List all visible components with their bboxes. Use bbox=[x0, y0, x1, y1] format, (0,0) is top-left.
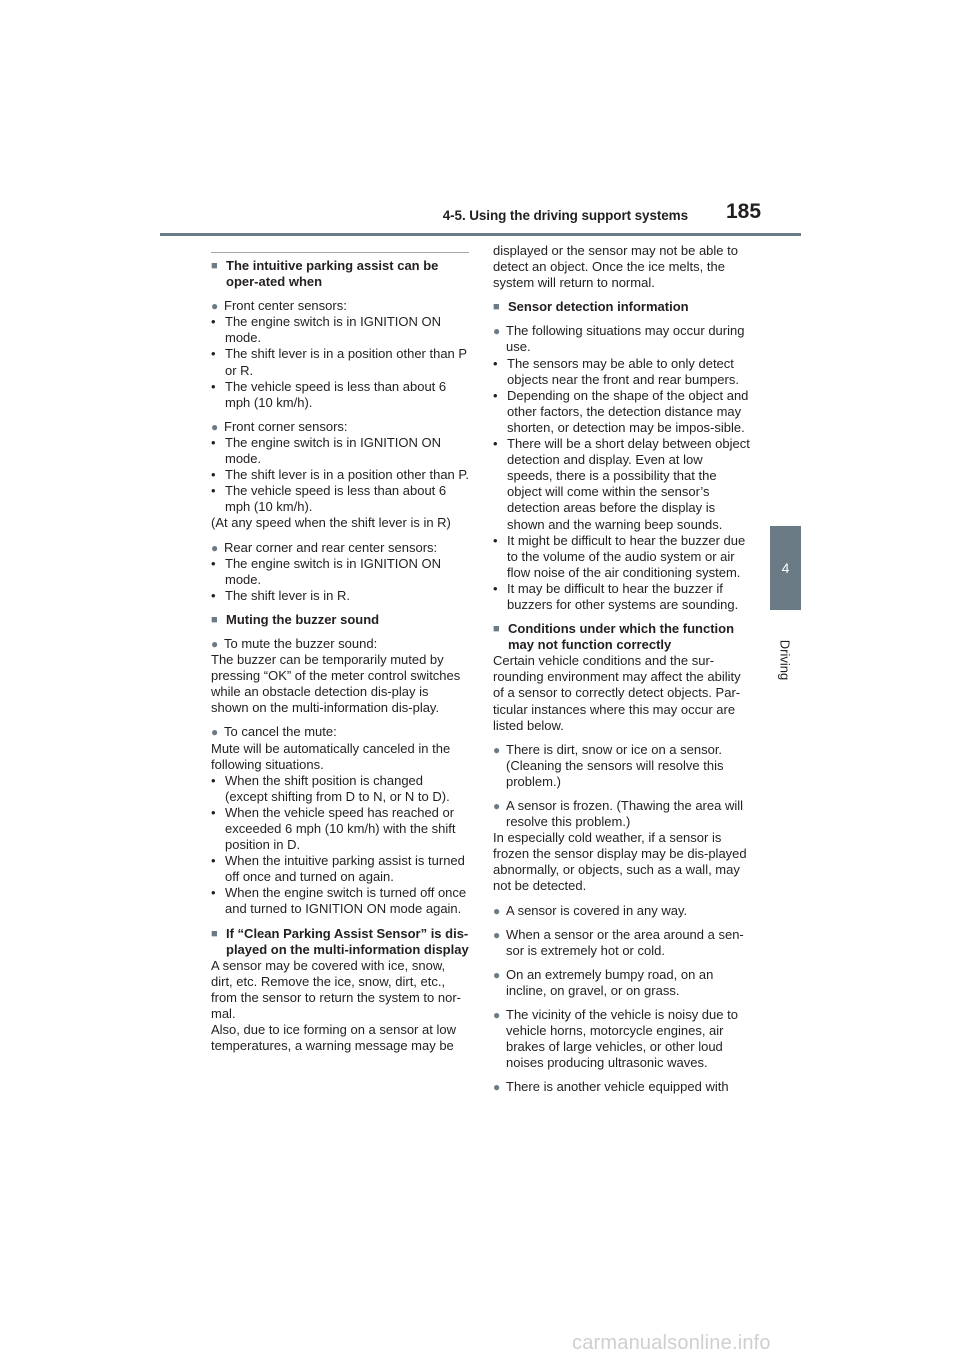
circle-bullet-icon: ● bbox=[493, 742, 501, 757]
chapter-number: 4 bbox=[781, 560, 790, 576]
bullet-item: ● Rear corner and rear center sensors: bbox=[211, 539, 438, 555]
paragraph: A sensor may be covered with ice, snow, dirt, etc. Remove the ice, snow, dirt, etc., from the sensor to return the system to nor-mal. bbox=[211, 957, 461, 1022]
sub-item: • The shift lever is in a position other than P or R. bbox=[211, 346, 467, 378]
sub-item: • When the vehicle speed has reached or exceeded 6 mph (10 km/h) with the shift position in D. bbox=[211, 804, 456, 853]
circle-bullet-icon: ● bbox=[493, 967, 501, 982]
sub-item: • The shift lever is in a position other than P. bbox=[211, 467, 470, 483]
bullet-item: ● Front corner sensors: bbox=[211, 418, 348, 434]
circle-bullet-icon: ● bbox=[493, 799, 501, 813]
bullet-item: ● The vicinity of the vehicle is noisy due to vehicle horns, motorcycle engines, air brakes of large vehicles, or other loud noises producing ultrasonic waves. bbox=[493, 1007, 738, 1071]
sub-item: • When the engine switch is turned off once and turned to IGNITION ON mode again. bbox=[211, 885, 467, 917]
footer-watermark: carmanualsonline.info bbox=[572, 1332, 771, 1354]
circle-bullet-icon: ● bbox=[493, 903, 501, 918]
circle-bullet-icon: ● bbox=[211, 299, 219, 314]
bullet-item: ● Front center sensors: bbox=[211, 298, 347, 314]
sub-item: • The sensors may be able to only detect objects near the front and rear bumpers. bbox=[493, 355, 739, 387]
section-title: 4-5. Using the driving support systems bbox=[442, 208, 688, 223]
sub-item: • When the intuitive parking assist is turned off once and turned on again. bbox=[211, 853, 465, 885]
square-bullet-icon: ■ bbox=[493, 301, 500, 314]
paragraph: Also, due to ice forming on a sensor at low temperatures, a warning message may be bbox=[211, 1022, 456, 1054]
square-bullet-icon: ■ bbox=[211, 927, 218, 940]
bullet-item: ● When a sensor or the area around a sen-sor is extremely hot or cold. bbox=[493, 926, 744, 958]
right-column bbox=[493, 243, 751, 1096]
left-column bbox=[211, 243, 469, 1054]
page-number: 185 bbox=[726, 200, 762, 223]
sub-item: • The engine switch is in IGNITION ON mode. bbox=[211, 314, 442, 346]
paragraph: Certain vehicle conditions and the sur-rounding environment may affect the ability of a sensor to correctly detect objects. Par-ticular instances where this may occur are listed below. bbox=[493, 653, 741, 733]
bullet-item: ● To cancel the mute: bbox=[211, 724, 337, 740]
circle-bullet-icon: ● bbox=[493, 324, 501, 339]
bullet-item: ● There is another vehicle equipped with bbox=[493, 1079, 729, 1095]
chapter-label: Driving bbox=[777, 639, 793, 681]
circle-bullet-icon: ● bbox=[211, 419, 219, 434]
square-bullet-icon: ■ bbox=[211, 613, 218, 626]
paragraph: The buzzer can be temporarily muted by pressing “OK” of the meter control switches while an obstacle detection dis-play is shown on the multi-information dis-play. bbox=[211, 652, 461, 716]
header-rule bbox=[160, 233, 801, 236]
sub-item-continuation: (At any speed when the shift lever is in R) bbox=[211, 515, 451, 531]
sub-item: • Depending on the shape of the object and other factors, the detection distance may shorten, or detection may be impos-sible. bbox=[493, 387, 749, 435]
sub-item: • There will be a short delay between object detection and display. Even at low speeds, there is a possibility that the object will come within the sensor’s detection areas before the display is shown and the warning beep sounds. bbox=[493, 436, 750, 532]
section-heading: ■ If “Clean Parking Assist Sensor” is dis-played on the multi-information display bbox=[211, 925, 469, 957]
square-bullet-icon: ■ bbox=[493, 623, 500, 636]
paragraph: Mute will be automatically canceled in the following situations. bbox=[211, 740, 451, 772]
circle-bullet-icon: ● bbox=[493, 927, 501, 942]
circle-bullet-icon: ● bbox=[211, 725, 219, 740]
bullet-item: ● A sensor is frozen. (Thawing the area will resolve this problem.) bbox=[493, 798, 743, 830]
section-heading: ■ Muting the buzzer sound bbox=[211, 611, 380, 627]
sub-item: • The engine switch is in IGNITION ON mode. bbox=[211, 434, 442, 467]
bullet-item: ● On an extremely bumpy road, on an incline, on gravel, or on grass. bbox=[493, 966, 714, 998]
bullet-item: ● The following situations may occur during use. bbox=[493, 323, 745, 355]
sub-item: • It may be difficult to hear the buzzer if buzzers for other systems are sounding. bbox=[493, 580, 739, 612]
section-heading: ■ Conditions under which the function may not function correctly bbox=[493, 621, 735, 653]
section-heading: ■ Sensor detection information bbox=[493, 299, 689, 315]
bullet-continuation: In especially cold weather, if a sensor is frozen the sensor display may be dis-played abnormally, or objects, such as a wall, may not be detected. bbox=[493, 830, 747, 894]
circle-bullet-icon: ● bbox=[211, 636, 219, 651]
square-bullet-icon: ■ bbox=[211, 260, 218, 272]
circle-bullet-icon: ● bbox=[211, 540, 219, 555]
bullet-item: ● There is dirt, snow or ice on a sensor. (Cleaning the sensors will resolve this problem.) bbox=[493, 741, 724, 789]
sub-item: • It might be difficult to hear the buzzer due to the volume of the audio system or air flow noise of the air conditioning system. bbox=[493, 532, 746, 580]
circle-bullet-icon: ● bbox=[493, 1080, 501, 1095]
sub-item: • When the shift position is changed (except shifting from D to N, or N to D). bbox=[211, 772, 450, 804]
sub-item: • The shift lever is in R. bbox=[211, 587, 350, 603]
circle-bullet-icon: ● bbox=[493, 1008, 501, 1023]
bullet-item: ● A sensor is covered in any way. bbox=[493, 902, 688, 918]
chapter-tab bbox=[770, 526, 801, 610]
sub-item: • The engine switch is in IGNITION ON mode. bbox=[211, 555, 442, 587]
paragraph: displayed or the sensor may not be able to detect an object. Once the ice melts, the system will return to normal. bbox=[493, 243, 738, 291]
bullet-item: ● To mute the buzzer sound: bbox=[211, 635, 378, 651]
sub-item: • The vehicle speed is less than about 6 mph (10 km/h). bbox=[211, 378, 447, 410]
sub-item: • The vehicle speed is less than about 6 mph (10 km/h). bbox=[211, 483, 447, 515]
section-heading: ■ The intuitive parking assist can be oper-ated when bbox=[211, 258, 439, 290]
